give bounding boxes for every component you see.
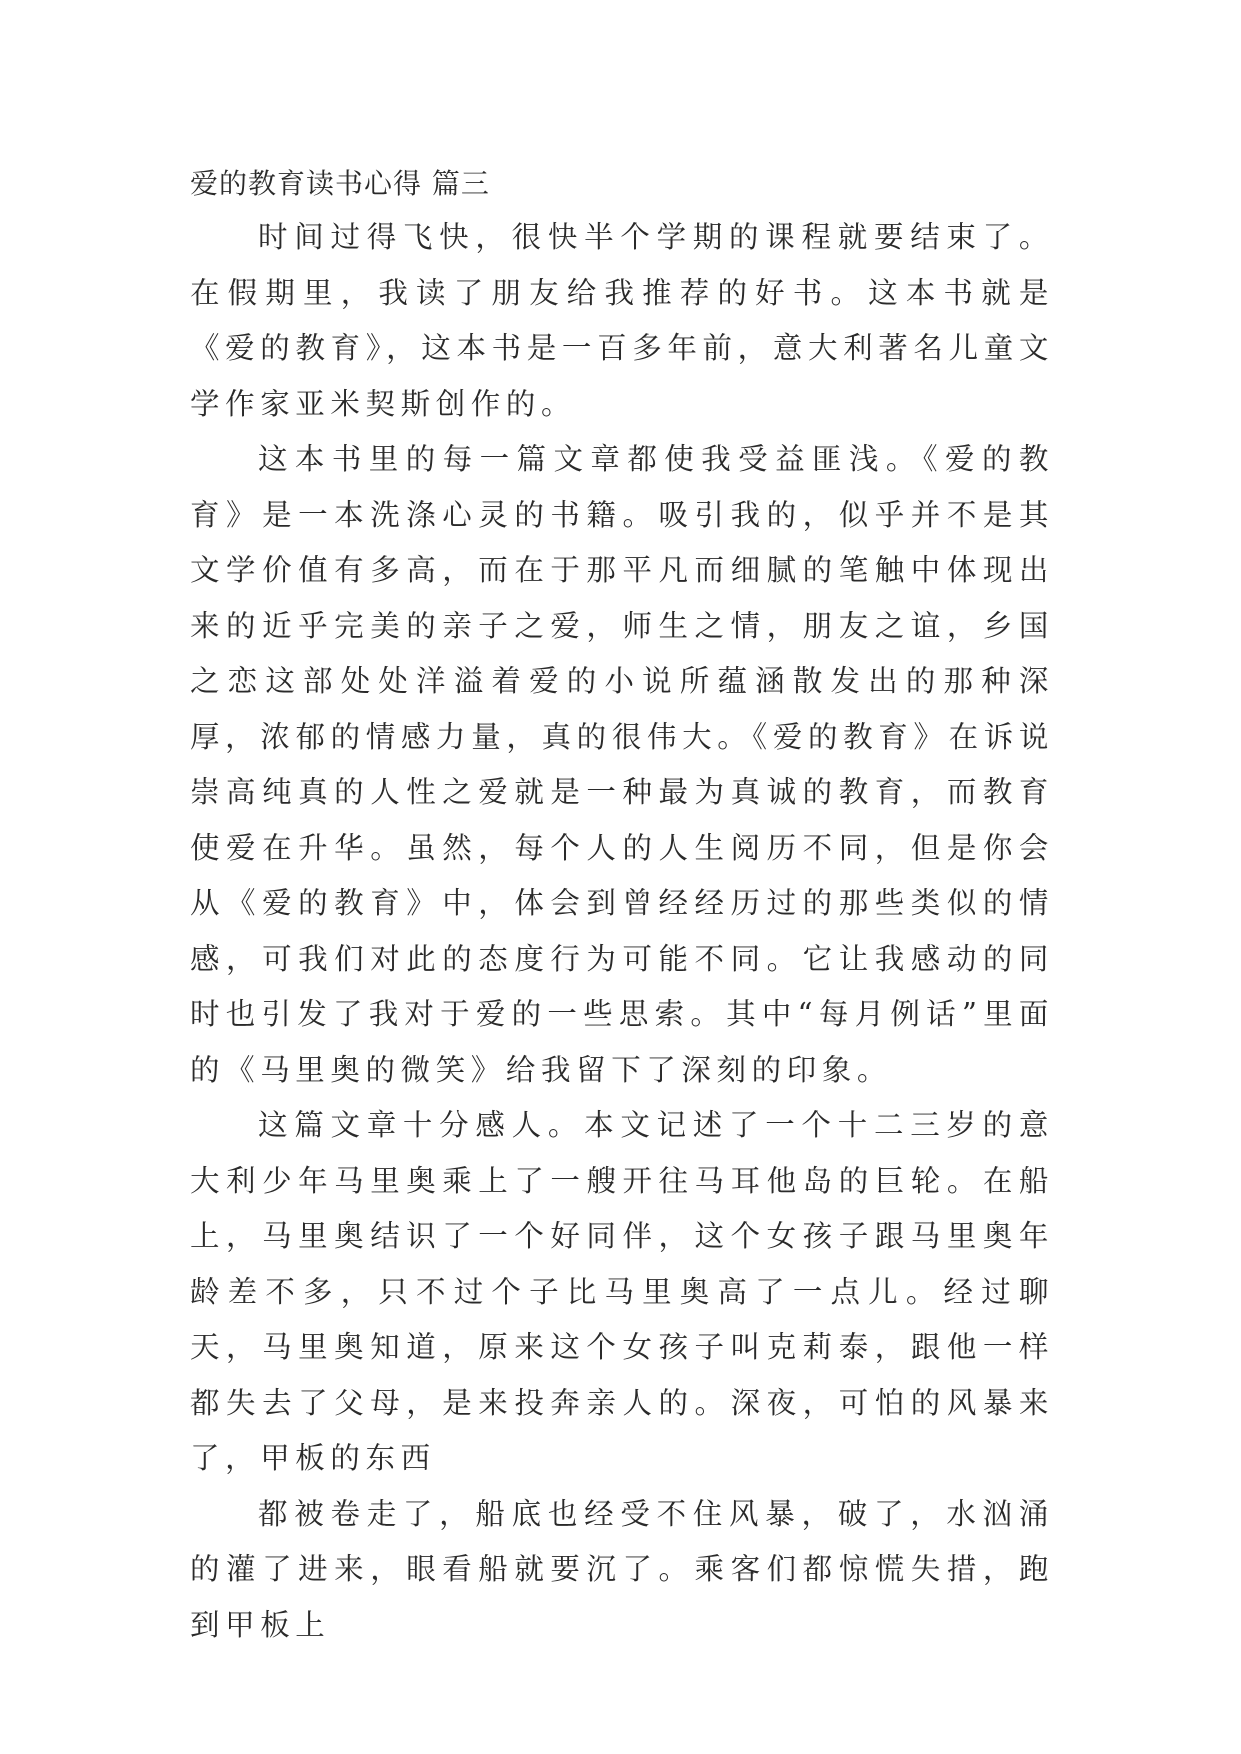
paragraph-2: 这本书里的每一篇文章都使我受益匪浅。《爱的教育》是一本洗涤心灵的书籍。吸引我的，似乎并不是其文学价值有多高，而在于那平凡而细腻的笔触中体现出来的近乎完美的亲子之爱，师生之情，朋友之谊，乡国之恋这部处处洋溢着爱的小说所蕴涵散发出的那种深厚，浓郁的情感力量，真的很伟大。《爱的教育》在诉说崇高纯真的人性之爱就是一种最为真诚的教育，而教育使爱在升华。虽然，每个人的人生阅历不同，但是你会从《爱的教育》中，体会到曾经经历过的那些类似的情感，可我们对此的态度行为可能不同。它让我感动的同时也引发了我对于爱的一些思索。其中“每月例话”里面的《马里奥的微笑》给我留下了深刻的印象。 xyxy=(190,442,1054,1087)
paragraph-3: 这篇文章十分感人。本文记述了一个十二三岁的意大利少年马里奥乘上了一艘开往马耳他岛的巨轮。在船上，马里奥结识了一个好同伴，这个女孩子跟马里奥年龄差不多，只不过个子比马里奥高了一点儿。经过聊天，马里奥知道，原来这个女孩子叫克莉泰，跟他一样都失去了父母，是来投奔亲人的。深夜，可怕的风暴来了，甲板的东西 xyxy=(190,1108,1054,1475)
paragraph-4: 都被卷走了，船底也经受不住风暴，破了，水汹涌的灌了进来，眼看船就要沉了。乘客们都惊慌失措，跑到甲板上 xyxy=(190,1496,1054,1642)
document-body xyxy=(190,162,1054,1653)
document-title: 爱的教育读书心得 篇三 xyxy=(190,167,490,200)
paragraph-1: 时间过得飞快，很快半个学期的课程就要结束了。在假期里，我读了朋友给我推荐的好书。这本书就是《爱的教育》，这本书是一百多年前，意大利著名儿童文学作家亚米契斯创作的。 xyxy=(190,220,1054,421)
